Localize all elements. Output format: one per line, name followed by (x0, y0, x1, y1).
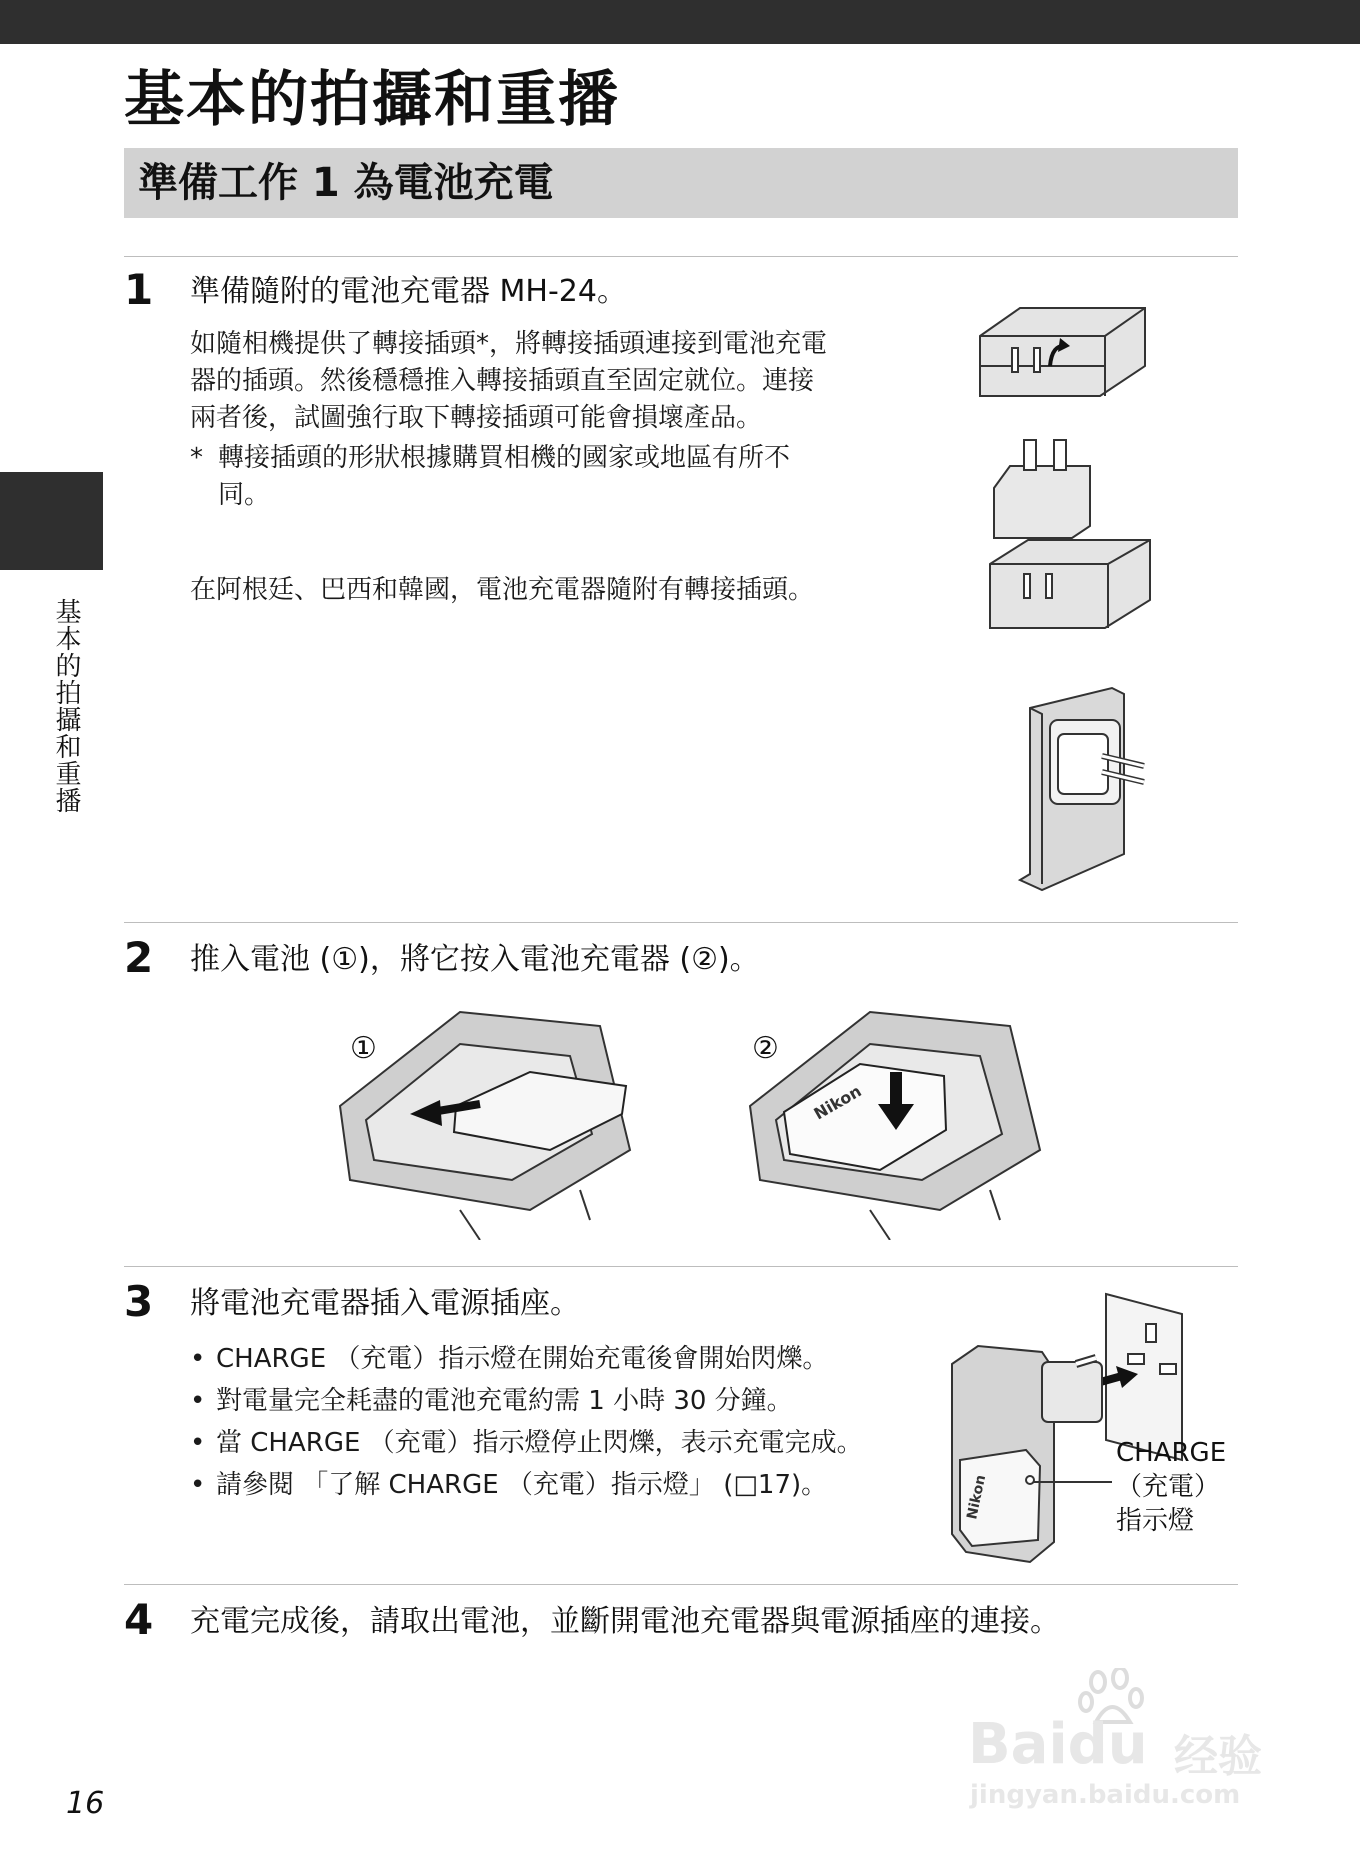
paragraph-line: 如隨相機提供了轉接插頭*，將轉接插頭連接到電池充電 (190, 329, 828, 359)
bullet-dot: • (190, 1386, 206, 1416)
charger-side-illustration (1002, 684, 1152, 894)
note-text (218, 440, 930, 514)
divider (124, 1266, 1238, 1267)
figure-label-2: ② (752, 1031, 779, 1066)
side-tab-marker (0, 472, 103, 570)
watermark-suffix: 经验 (1174, 1731, 1262, 1782)
step-1-note (190, 440, 930, 520)
bullet-text: 對電量完全耗盡的電池充電約需 1 小時 30 分鐘。 (216, 1386, 793, 1416)
bullet-text: 請參閱 「了解 CHARGE （充電）指示燈」 (□17)。 (216, 1470, 828, 1500)
paragraph-line: 兩者後，試圖強行取下轉接插頭可能會損壞產品。 (190, 403, 763, 433)
charger-top-illustration (970, 296, 1160, 436)
page-number: 16 (66, 1786, 105, 1821)
bullet-dot: • (190, 1344, 206, 1374)
note-line: 同。 (218, 480, 271, 510)
step-4-heading: 充電完成後，請取出電池，並斷開電池充電器與電源插座的連接。 (190, 1604, 1060, 1639)
section-header (124, 148, 1238, 218)
battery-brand-label: Nikon (810, 1081, 865, 1124)
watermark-url: jingyan.baidu.com (970, 1780, 1241, 1810)
bullet-dot: • (190, 1470, 206, 1500)
step-1-extra: 在阿根廷、巴西和韓國，電池充電器隨附有轉接插頭。 (190, 575, 815, 605)
insert-battery-figure-1 (330, 1000, 670, 1240)
list-item (190, 1464, 950, 1506)
charge-led-icon (1026, 1476, 1034, 1484)
divider (124, 1584, 1238, 1585)
step-2-heading: 推入電池 (①)，將它按入電池充電器 (②)。 (190, 942, 760, 977)
step-3-bullet-list (190, 1338, 950, 1506)
note-line: 轉接插頭的形狀根據購買相機的國家或地區有所不 (218, 443, 791, 473)
watermark-brand: Baidu (968, 1712, 1148, 1777)
paragraph-line: 器的插頭。然後穩穩推入轉接插頭直至固定就位。連接 (190, 366, 815, 396)
bullet-text: 當 CHARGE （充電）指示燈停止閃爍，表示充電完成。 (216, 1428, 863, 1458)
list-item (190, 1338, 950, 1380)
section-title: 準備工作 1 為電池充電 (138, 160, 554, 206)
note-asterisk: * (190, 443, 203, 473)
step-2-number: 2 (124, 933, 154, 982)
charge-label-line: CHARGE (1116, 1438, 1227, 1468)
step-3-number: 3 (124, 1277, 154, 1326)
charger-brand-label: Nikon (964, 1473, 990, 1521)
step-4-number: 4 (124, 1595, 154, 1644)
bullet-text: CHARGE （充電）指示燈在開始充電後會開始閃爍。 (216, 1344, 829, 1374)
divider (124, 922, 1238, 923)
baidu-watermark (960, 1668, 1280, 1808)
charge-indicator-label (1116, 1436, 1256, 1538)
step-3-heading: 將電池充電器插入電源插座。 (190, 1286, 580, 1321)
charge-label-line: （充電） (1116, 1472, 1221, 1502)
step-1-paragraph (190, 326, 930, 437)
insert-battery-figure-2 (740, 1000, 1080, 1240)
list-item (190, 1380, 950, 1422)
page-title: 基本的拍攝和重播 (124, 65, 620, 135)
bullet-dot: • (190, 1428, 206, 1458)
figure-label-1: ① (350, 1031, 377, 1066)
top-bar (0, 0, 1360, 44)
step-1-number: 1 (124, 265, 154, 314)
side-tab-text: 基本的拍攝和重播 (51, 598, 81, 814)
divider (124, 256, 1238, 257)
charge-label-line: 指示燈 (1116, 1506, 1195, 1536)
adapter-attach-illustration (980, 436, 1170, 656)
step-1-heading: 準備隨附的電池充電器 MH-24。 (190, 274, 627, 309)
list-item (190, 1422, 950, 1464)
